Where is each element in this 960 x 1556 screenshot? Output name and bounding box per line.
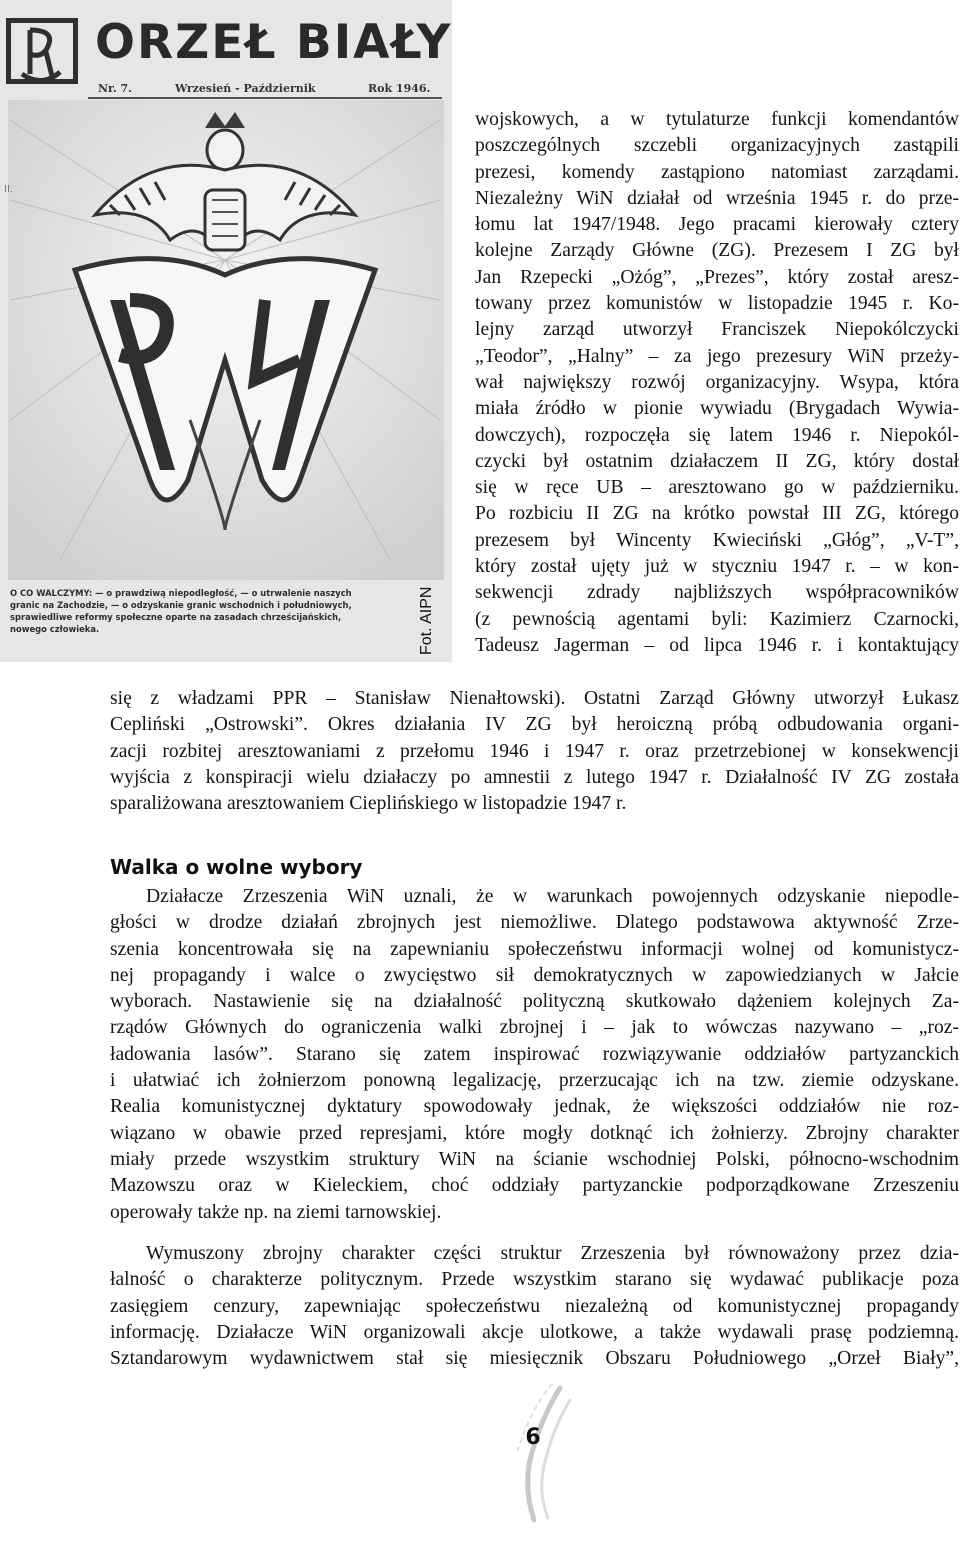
text-line: sparaliżowana aresztowaniem Cieplińskiego w listopadzie 1947 r. (110, 793, 627, 815)
text-line: zasięgiem cenzury, zapewniając społeczeństwu niezależną od komunistycznej propagandy (110, 1295, 959, 1317)
polska-walczaca-anchor-icon (6, 18, 78, 84)
text-line: nej propagandy i walce o zwycięstwo sił demokratycznych w zapowiedzianych w Jałcie (110, 964, 959, 986)
cover-issue-dates: Wrzesień - Październik (175, 82, 316, 95)
text-line: kolejne Zarządy Główne (ZG). Prezesem I ZG był (475, 240, 959, 262)
text-line: się w ręce UB – aresztowano go w październiku. (475, 477, 959, 499)
text-line: (z pewnością agentami byli: Kazimierz Czarnocki, (475, 608, 959, 630)
text-line: rządów Głównych do ograniczenia walki zbrojnej i – jak to wówczas nazywano – „roz- (110, 1017, 959, 1039)
text-line: szenia koncentrowała się na zapewnianiu społeczeństwu informacji wolnej od komunistycz- (110, 938, 959, 960)
section-heading: Walka o wolne wybory (110, 855, 363, 879)
cover-artwork (0, 0, 452, 662)
text-line: Tadeusz Jagerman – od lipca 1946 r. i kontaktujący (475, 634, 959, 656)
folio-ornament-icon (500, 1380, 580, 1530)
text-line: Mazowszu oraz w Kieleckiem, choć oddziały partyzanckie podporządkowane Zrzeszeniu (110, 1175, 959, 1197)
text-line: sekwencji zdrady najbliższych współpracowników (475, 582, 959, 604)
article-paragraph-top (475, 107, 959, 659)
cover-caption (10, 587, 425, 635)
text-line: czycki był ostatnim działaczem II ZG, który dostał (475, 450, 959, 472)
text-line: „Teodor”, „Halny” – za jego prezesury WiN przeży- (475, 345, 959, 367)
text-line: Jan Rzepecki „Ożóg”, „Prezes”, który został aresz- (475, 266, 959, 288)
text-line: operowały także np. na ziemi tarnowskiej. (110, 1201, 442, 1223)
text-line: prezesi, komendy zastąpiono natomiast zarządami. (475, 161, 959, 183)
text-line: towany przez komunistów w listopadzie 1945 r. Ko- (475, 293, 959, 315)
text-line: prezesem był Wincenty Kwieciński „Głóg”, „V-T”, (475, 529, 959, 551)
article-paragraph-section-2 (110, 1241, 959, 1372)
text-line: który został ujęty już w styczniu 1947 r. – w kon- (475, 556, 959, 578)
text-line: miały przede wszystkim struktury WiN na ścianie wschodniej Polski, północno-wschodnim (110, 1148, 959, 1170)
text-line: zacji rozbitej aresztowaniami z przełomu 1946 i 1947 r. oraz przetrzebionej w konsekwencji (110, 740, 959, 762)
text-line: Po rozbiciu II ZG na krótko powstał III ZG, którego (475, 503, 959, 525)
text-line: Działacze Zrzeszenia WiN uznali, że w warunkach powojennych odzyskanie niepodle- (146, 886, 959, 907)
text-line: głości w drodze działań zbrojnych jest niemożliwe. Dlatego podstawowa aktywność Zrze- (110, 912, 959, 934)
svg-text:II.: II. (4, 184, 14, 195)
text-line: miała źródło w pionie wywiadu (Brygadach Wywia- (475, 398, 959, 420)
article-paragraph-continuation (110, 686, 959, 817)
cover-title: ORZEŁ BIAŁY (95, 15, 452, 70)
text-line: Sztandarowym wydawnictwem stał się miesięcznik Obszaru Południowego „Orzeł Biały”, (110, 1348, 959, 1370)
text-line: ładowania lasów”. Starano się zatem inspirować rozwiązywanie oddziałów partyzanckich (110, 1043, 959, 1065)
cover-caption-line: nowego człowieka. (10, 624, 100, 634)
cover-issue-number: Nr. 7. (98, 82, 132, 95)
page-number: 6 (525, 1425, 541, 1450)
text-line: wojskowych, a w tytulaturze funkcji komendantów (475, 109, 959, 130)
text-line: Niezależny WiN działał od września 1945 r. do prze- (475, 187, 959, 209)
cover-issue-year: Rok 1946. (368, 82, 431, 95)
text-line: łomu lat 1947/1948. Jego pracami kierowały cztery (475, 214, 959, 236)
text-line: wiązano w obawie przed represjami, które mogły dotknąć ich żołnierzy. Zbrojny charakter (110, 1122, 959, 1144)
text-line: łalność o charakterze politycznym. Przede wszystkim starano się wydawać publikacje poza (110, 1269, 959, 1291)
text-line: i ułatwiać ich żołnierzom ponowną legalizację, przerzucając ich na tzw. ziemie odzyskane. (110, 1070, 959, 1092)
text-line: Cepliński „Ostrowski”. Okres działania IV ZG był heroiczną próbą odbudowania organi- (110, 714, 959, 736)
text-line: informację. Działacze WiN organizowali akcje ulotkowe, a także wydawali prasę podziemną. (110, 1321, 959, 1343)
text-line: Realia komunistycznej dyktatury spowodowały jednak, że większości oddziałów nie roz- (110, 1096, 959, 1118)
cover-caption-line: sprawiedliwe reformy społeczne oparte na zasadach chrześcijańskich, (10, 612, 342, 622)
text-line: wał największy rozwój organizacyjny. Wsypa, która (475, 371, 959, 393)
cover-caption-line: O CO WALCZYMY: — o prawdziwą niepodległość, — o utrwalenie naszych (10, 588, 352, 598)
photo-credit: Fot. AIPN (418, 586, 435, 655)
text-line: poszczególnych szczebli organizacyjnych zastąpili (475, 135, 959, 157)
text-line: lejny zarząd utworzył Franciszek Niepokólczycki (475, 319, 959, 341)
text-line: Wymuszony zbrojny charakter części struktur Zrzeszenia był równoważony przez dzia- (146, 1243, 959, 1264)
text-line: się z władzami PPR – Stanisław Nienałtowski). Ostatni Zarząd Główny utworzył Łukasz (110, 688, 959, 709)
article-paragraph-section-1 (110, 884, 959, 1226)
text-line: dowczych), rozpoczęła się latem 1946 r. Niepokól- (475, 424, 959, 446)
text-line: wyborach. Nastawienie się na działalność polityczną skutkowało dążeniem kolejnych Za- (110, 991, 959, 1013)
text-line: wyjścia z konspiracji wielu działaczy po amnestii z lutego 1947 r. Działalność IV ZG została (110, 766, 959, 788)
cover-caption-line: granic na Zachodzie, — o odzyskanie granic wschodnich i południowych, (10, 600, 352, 610)
magazine-cover-image (0, 0, 452, 662)
cover-divider (88, 97, 442, 99)
